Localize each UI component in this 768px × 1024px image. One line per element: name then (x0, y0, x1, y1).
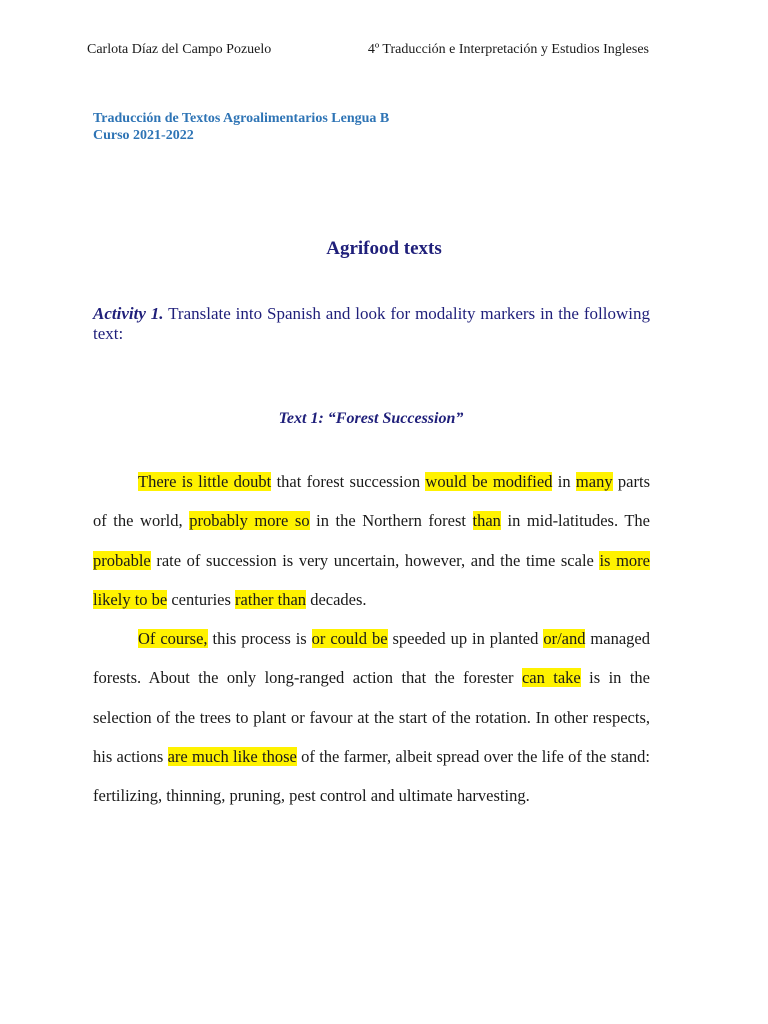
course-info: 4º Traducción e Interpretación y Estudios Ingleses (367, 42, 649, 57)
text-segment: rate of succession is very uncertain, however, and the time scale (150, 550, 600, 570)
text-segment: managed forests. About the only long-ranged action that the forester (93, 629, 650, 688)
text-segment: is in the selection of the trees to plant or favour at the start of the rotation. In other respects, his actions (93, 668, 650, 767)
page-header (87, 42, 649, 62)
academic-year: Curso 2021-2022 (93, 128, 194, 143)
text-segment: speeded up in planted (387, 629, 544, 649)
document-title: Agrifood texts (326, 238, 442, 259)
paragraph (93, 619, 650, 815)
modality-marker-highlight: probable (93, 550, 151, 570)
modality-marker-highlight: than (472, 511, 501, 531)
modality-marker-highlight: many (575, 472, 613, 491)
modality-marker-highlight: or could be (311, 629, 388, 649)
course-block (93, 110, 389, 144)
modality-marker-highlight: or/and (543, 629, 586, 649)
modality-marker-highlight: probably more so (189, 511, 310, 531)
body-text (93, 462, 650, 816)
text-segment: decades. (306, 589, 367, 609)
modality-marker-highlight: There is little doubt (138, 472, 272, 491)
subject-name: Traducción de Textos Agroalimentarios Lengua B (93, 111, 390, 126)
text-segment: of the farmer, albeit spread over the life of the stand: fertilizing, thinning, pruning, pest control and ultimate harvesting. (93, 747, 650, 806)
activity-label: Activity 1. (93, 304, 164, 323)
paragraph (93, 462, 650, 619)
modality-marker-highlight: would be modified (425, 472, 553, 491)
text-subtitle: Text 1: “Forest Succession” (278, 410, 464, 427)
activity-instruction (93, 304, 650, 344)
modality-marker-highlight: are much like those (167, 747, 297, 767)
activity-text: Translate into Spanish and look for modality markers in the following text: (93, 304, 650, 343)
modality-marker-highlight: Of course, (138, 629, 208, 649)
modality-marker-highlight: is more likely to be (93, 550, 650, 609)
text-segment: parts of the world, (93, 472, 650, 531)
text-segment: in the Northern forest (309, 511, 473, 531)
text-segment: centuries (167, 589, 236, 609)
modality-marker-highlight: rather than (235, 589, 307, 609)
text-segment: that forest succession (271, 472, 426, 491)
author-name: Carlota Díaz del Campo Pozuelo (87, 42, 272, 57)
text-segment: this process is (207, 629, 312, 649)
text-segment: in mid-latitudes. The (500, 511, 651, 531)
text-segment: in (552, 472, 576, 491)
modality-marker-highlight: can take (521, 668, 581, 688)
